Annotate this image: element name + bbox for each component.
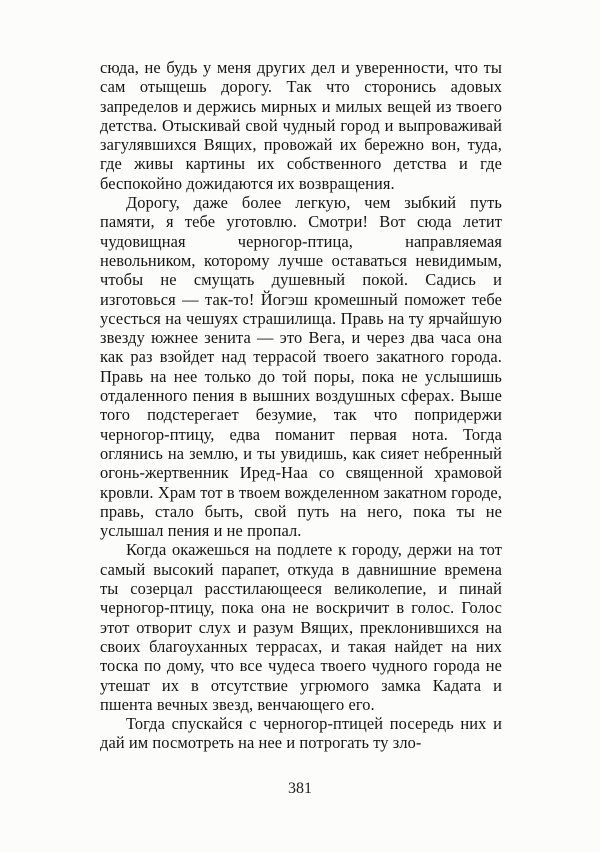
paragraph: Тогда спускайся с черногор-птицей посередь них и дай им посмотреть на нее и потрогать ту зло- — [100, 714, 502, 753]
text-block — [100, 58, 502, 753]
paragraph: Дорогу, даже более легкую, чем зыбкий путь памяти, я тебе уготовлю. Смотри! Вот сюда летит чудовищная черногор-птица, направляемая невольником, которому лучше оставаться невидимым, чтобы не смущать душевный покой. Садись и изготовься — так-то! Йогэш кромешный поможет тебе усесться на чешуях страшилища. Правь на ту ярчайшую звезду южнее зенита — это Вега, и через два часа она как раз взойдет над террасой твоего закатного города. Правь на нее только до той поры, пока не услышишь отдаленного пения в вышних воздушных сферах. Выше того подстерегает безумие, так что попридержи черногор-птицу, едва поманит первая нота. Тогда оглянись на землю, и ты увидишь, как сияет небренный огонь-жертвенник Иред-Наа со священной храмовой кровли. Храм тот в твоем вожделенном закатном городе, правь, стало быть, свой путь на него, пока ты не услышал пения и не пропал. — [100, 193, 502, 541]
page-number: 381 — [288, 780, 312, 797]
paragraph: сюда, не будь у меня других дел и уверенности, что ты сам отыщешь дорогу. Так что сторонись адовых запределов и держись мирных и милых вещей из твоего детства. Отыскивай свой чудный город и выпроваживай загулявшихся Вящих, провожай их бережно вон, туда, где живы картины их собственного детства и где беспокойно дожидаются их возвращения. — [100, 58, 502, 193]
paragraph: Когда окажешься на подлете к городу, держи на тот самый высокий парапет, откуда в давнишние времена ты созерцал расстилающееся великолепие, и пинай черногор-птицу, пока она не воскричит в голос. Голос этот отворит слух и разум Вящих, преклонившихся на своих благоуханных террасах, и такая найдет на них тоска по дому, что все чудеса твоего чудного города не утешат их в отсутствие угрюмого замка Кадата и пшента вечных звезд, венчающего его. — [100, 540, 502, 714]
